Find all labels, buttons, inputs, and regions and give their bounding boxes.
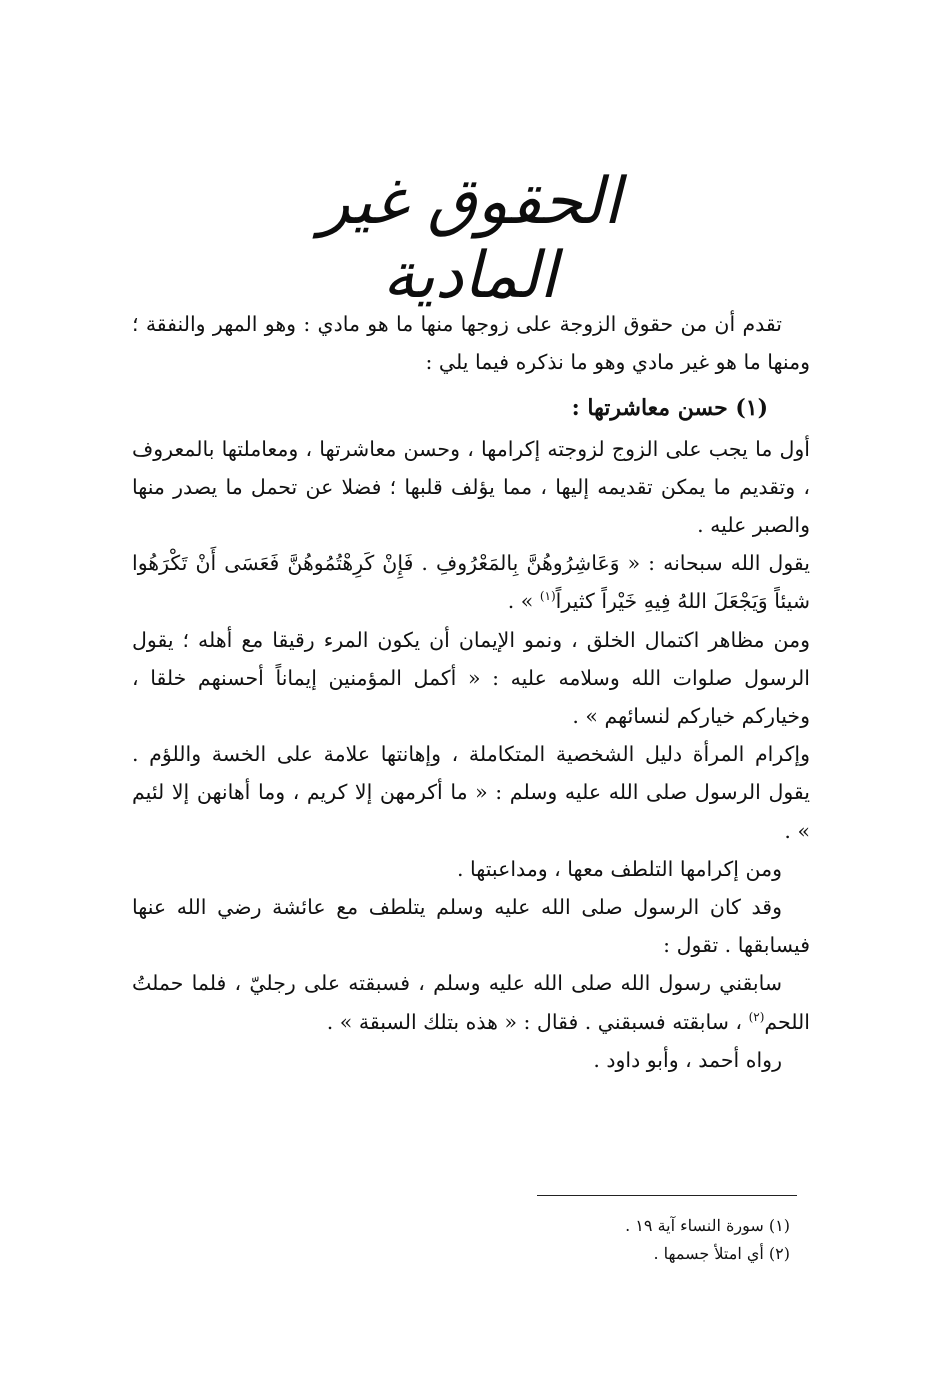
paragraph-quran-quote xyxy=(132,544,810,620)
footnote-2: (٢) أي امتلأ جسمها . xyxy=(653,1244,790,1263)
page-title: الحقوق غير المادية xyxy=(318,165,622,313)
paragraph-kindness: ومن إكرامها التلطف معها ، ومداعبتها . xyxy=(456,856,782,881)
footnote-ref-2: (٢) xyxy=(748,1009,765,1024)
quran-quote-text: يقول الله سبحانه : « وَعَاشِرُوهُنَّ بِالمَعْرُوفِ . فَإِنْ كَرِهْتُمُوهُنَّ فَعَسَى أَنْ تَكْرَهُوا شيئاً وَيَجْعَلَ اللهُ فِيهِ خَيْراً كثيراً xyxy=(132,551,810,614)
race-text-end: ، سابقته فسبقني . فقال : « هذه بتلك السبقة » . xyxy=(326,1009,743,1034)
footnote-1: (١) سورة النساء آية ١٩ . xyxy=(625,1216,790,1235)
paragraph-duty: أول ما يجب على الزوج لزوجته إكرامها ، وحسن معاشرتها ، ومعاملتها بالمعروف ، وتقديم ما يمكن تقديمه إليها ، مما يؤلف قلبها ؛ فضلا عن تحمل ما يصدر منها والصبر عليه . xyxy=(132,436,810,538)
quote-close: » . xyxy=(507,589,534,614)
paragraph-honor: وإكرام المرأة دليل الشخصية المتكاملة ، وإهانتها علامة على الخسة واللؤم . يقول الرسول صلى الله عليه وسلم : « ما أكرمهن إلا كريم ، وما أهانهن إلا لئيم » . xyxy=(132,742,810,843)
section-heading: (١) حسن معاشرتها : xyxy=(571,395,768,422)
paragraph-character: ومن مظاهر اكتمال الخلق ، ونمو الإيمان أن يكون المرء رقيقا مع أهله ؛ يقول الرسول صلوات الله وسلامه عليه : « أكمل المؤمنين إيماناً أحسنهم خلقا ، وخياركم خياركم لنسائهم » . xyxy=(132,627,810,729)
footnote-ref-1: (١) xyxy=(539,589,556,604)
paragraph-race xyxy=(132,964,810,1040)
footnote-divider xyxy=(537,1195,797,1196)
footnotes xyxy=(450,1212,790,1268)
race-text: سابقني رسول الله صلى الله عليه وسلم ، فسبقته على رجليّ ، فلما حملتُ اللحم xyxy=(132,971,810,1034)
paragraph-intro: تقدم أن من حقوق الزوجة على زوجها منها ما هو مادي : وهو المهر والنفقة ؛ ومنها ما هو غير مادي وهو ما نذكره فيما يلي : xyxy=(132,312,810,375)
paragraph-aisha: وقد كان الرسول صلى الله عليه وسلم يتلطف مع عائشة رضي الله عنها فيسابقها . تقول : xyxy=(132,895,810,958)
paragraph-narration: رواه أحمد ، وأبو داود . xyxy=(593,1047,782,1072)
page-body xyxy=(132,305,810,1079)
